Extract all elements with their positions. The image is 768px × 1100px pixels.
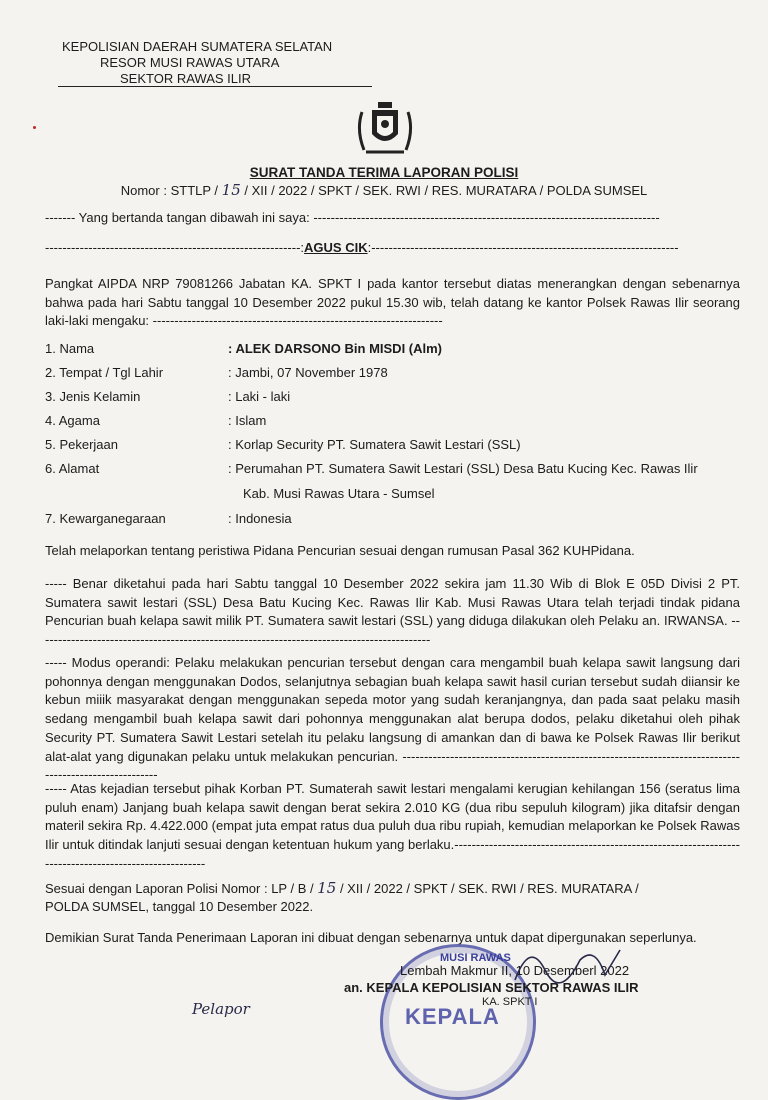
stamp-top-text: MUSI RAWAS <box>440 952 511 964</box>
identity-value-religion: : Islam <box>228 413 267 428</box>
identity-value-nationality: : Indonesia <box>228 511 292 526</box>
identity-label-nationality: 7. Kewarganegaraan <box>45 511 166 526</box>
identity-value-address: : Perumahan PT. Sumatera Sawit Lestari (SSL) Desa Batu Kucing Kec. Rawas Ilir <box>228 461 698 476</box>
signature-authority: an. KEPALA KEPOLISIAN SEKTOR RAWAS ILIR <box>344 980 639 995</box>
header-line-1: KEPOLISIAN DAERAH SUMATERA SELATAN <box>62 39 333 54</box>
ink-speck <box>33 126 36 129</box>
document-number <box>0 181 768 199</box>
identity-value-name: : ALEK DARSONO Bin MISDI (Alm) <box>228 341 443 356</box>
identity-value-gender: : Laki - laki <box>228 389 291 404</box>
identity-value-occupation: : Korlap Security PT. Sumatera Sawit Lestari (SSL) <box>228 437 521 452</box>
identity-value-address-line2: Kab. Musi Rawas Utara - Sumsel <box>243 486 435 501</box>
header-underline <box>58 86 372 87</box>
stamp-big-text: KEPALA <box>405 1004 500 1029</box>
header-line-3: SEKTOR RAWAS ILIR <box>120 71 251 86</box>
report-reference-suffix: / XII / 2022 / SPKT / SEK. RWI / RES. MURATARA / <box>339 881 639 896</box>
signature-position: KA. SPKT I <box>482 996 538 1008</box>
identity-label-name: 1. Nama <box>45 341 95 356</box>
report-reference-line-1 <box>45 880 639 897</box>
identity-label-address: 6. Alamat <box>45 461 100 476</box>
paragraph-incident: ----- Benar diketahui pada hari Sabtu tanggal 10 Desember 2022 sekira jam 11.30 Wib di Blok E 05D Divisi 2 PT. Sumatera sawit lestari (SSL) Desa Batu Kucing Kec. Rawas Ilir Kab. Musi Rawas Utara telah terjadi tindak pidana Pencurian buah kelapa sawit milik PT. Sumatera sawit lestari (SSL) yang diduga dilakukan oleh Pelaku an. IRWANSA. ------------------------------------------------------------------------------------------- <box>45 576 740 648</box>
identity-label-birth: 2. Tempat / Tgl Lahir <box>45 365 164 380</box>
header-line-2: RESOR MUSI RAWAS UTARA <box>100 55 280 70</box>
report-reference-handwritten: 15 <box>317 879 337 897</box>
document-number-prefix: Nomor : STTLP / <box>120 183 219 198</box>
signer-line <box>45 239 679 256</box>
document-title: SURAT TANDA TERIMA LAPORAN POLISI <box>249 165 519 180</box>
document-number-suffix: / XII / 2022 / SPKT / SEK. RWI / RES. MURATARA / POLDA SUMSEL <box>244 183 648 198</box>
signature-place-date: Lembah Makmur II, 10 Desemberl 2022 <box>400 963 630 978</box>
closing-paragraph: Demikian Surat Tanda Penerimaan Laporan ini dibuat dengan sebenarnya untuk dapat dipergunakan seperlunya. <box>45 930 697 945</box>
paragraph-loss: ----- Atas kejadian tersebut pihak Korban PT. Sumaterah sawit lestari mengalami kerugian kehilangan 156 (seratus lima puluh enam) Janjang buah kelapa sawit dengan berat sekira 2.010 KG (dua ribu sepuluh kilogram) jika ditafsir dengan materil sekira Rp. 4.422.000 (empat juta empat ratus dua puluh dua ribu rupiah, kemudian melaporkan ke Polsek Rawas Ilir untuk ditindak lanjuti sesuai dengan ketentuan hukum yang berlaku.------------------------------------------------------------------------------------------------------- <box>45 781 740 871</box>
identity-label-occupation: 5. Pekerjaan <box>45 437 118 452</box>
identity-label-gender: 3. Jenis Kelamin <box>45 389 141 404</box>
signer-dashes-right: :----------------------------------------------------------------------- <box>367 240 679 255</box>
report-reference-line-2: POLDA SUMSEL, tanggal 10 Desember 2022. <box>45 899 314 914</box>
intro-line: ------- Yang bertanda tangan dibawah ini saya: -------------------------------------------------------------------------------- <box>45 210 660 225</box>
opening-paragraph: Pangkat AIPDA NRP 79081266 Jabatan KA. SPKT I pada kantor tersebut diatas menerangkan dengan sebenarnya bahwa pada hari Sabtu tanggal 10 Desember 2022 pukul 15.30 wib, telah datang ke kantor Polsek Rawas Ilir seorang laki-laki mengaku: ------------------------------------------------------------------- <box>45 276 740 329</box>
identity-value-birth: : Jambi, 07 November 1978 <box>228 365 388 380</box>
paragraph-modus: ----- Modus operandi: Pelaku melakukan pencurian tersebut dengan cara mengambil buah kelapa sawit langsung dari pohonnya dengan menggunakan Dodos, selanjutnya sebagian buah kelapa sawit hasil curian tersebut sudah diiansir ke kebun miiik masyarakat dengan menggunakan sepeda motor yang sudah keranjangnya, dan pada saat pelaku masih sedang mengambil buah kelapa sawit dari pohonnya menggunakan alat berupa dodos, pelaku diketahui oleh pihak Security PT. Sumatera Sawit Lestari setelah itu pelaku langsung di amankan dan di bawa ke Polsek Rawas Ilir berikut alat-alat yang digunakan pelaku untuk melakukan pencurian. -------------------------------------------------------------------------------------------------------- <box>45 655 740 783</box>
handwritten-signature-icon <box>510 930 630 990</box>
police-emblem-icon <box>354 100 416 158</box>
report-line: Telah melaporkan tentang peristiwa Pidana Pencurian sesuai dengan rumusan Pasal 362 KUHPidana. <box>45 543 635 558</box>
report-reference-prefix: Sesuai dengan Laporan Polisi Nomor : LP / B / <box>45 881 314 896</box>
identity-label-religion: 4. Agama <box>45 413 100 428</box>
document-number-handwritten: 15 <box>221 181 241 199</box>
signer-dashes-left: -----------------------------------------------------------: <box>45 240 305 255</box>
signer-name: AGUS CIK <box>304 240 368 255</box>
reporter-label: Pelapor <box>192 1000 250 1018</box>
